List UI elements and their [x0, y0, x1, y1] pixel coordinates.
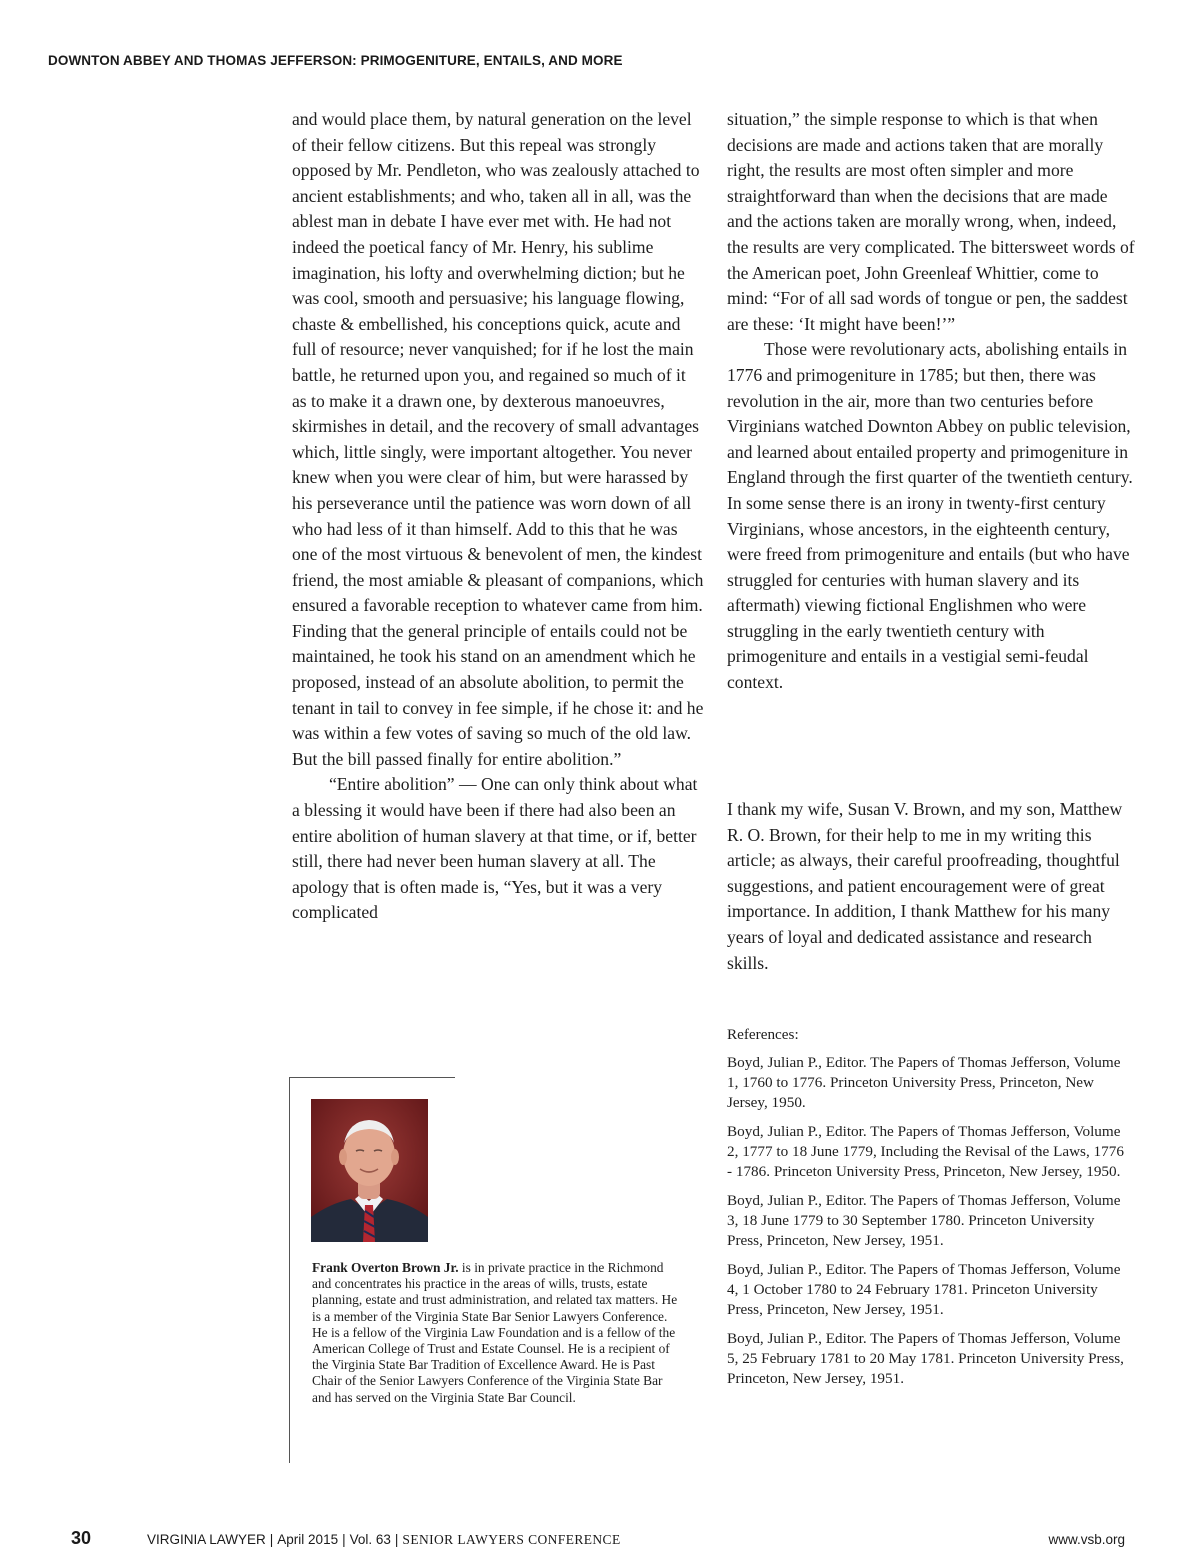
- volume: Vol. 63: [349, 1532, 391, 1547]
- publication-info: [147, 1532, 621, 1548]
- footer-separator: |: [394, 1532, 399, 1547]
- article-paragraph: and would place them, by natural generation on the level of their fellow citizens. But this repeal was strongly opposed by Mr. Pendleton, who was zealously attached to ancient establishments; and who, taken all in all, was the ablest man in debate I have ever met with. He had not indeed the poetical fancy of Mr. Henry, his sublime imagination, his lofty and overwhelming diction; but he was cool, smooth and persuasive; his language flowing, chaste & embellished, his conceptions quick, acute and full of resource; never vanquished; for if he lost the main battle, he returned upon you, and regained so much of it as to make it a drawn one, by dexterous manoeuvres, skirmishes in detail, and the recovery of small advantages which, little singly, were important altogether. You never knew when you were clear of him, but were harassed by his perseverance until the patience was worn down of all who had less of it than himself. Add to this that he was one of the most virtuous & benevolent of men, the kindest friend, the most amiable & pleasant of companions, which ensured a favorable reception to whatever came from him. Finding that the general principle of entails could not be maintained, he took his stand on an amendment which he proposed, instead of an absolute abolition, to permit the tenant in tail to convey in fee simple, if he chose it: and he was within a few votes of saving so much of the old law. But the bill passed finally for entire abolition.”: [292, 109, 704, 769]
- article-paragraph: “Entire abolition” — One can only think about what a blessing it would have been if there had also been an entire abolition of human slavery at that time, or if, better still, there had never been human slavery at all. The apology that is often made is, “Yes, but it was a very complicated: [292, 774, 698, 923]
- reference-item: Boyd, Julian P., Editor. The Papers of Thomas Jefferson, Volume 1, 1760 to 1776. Princeton University Press, Princeton, New Jersey, 1950.: [727, 1054, 1121, 1111]
- section-name: SENIOR LAWYERS CONFERENCE: [402, 1532, 621, 1547]
- article-left-column: [292, 107, 704, 926]
- author-photo: [311, 1099, 428, 1242]
- publication-name: VIRGINIA LAWYER: [147, 1532, 266, 1547]
- reference-item: Boyd, Julian P., Editor. The Papers of Thomas Jefferson, Volume 2, 1777 to 18 June 1779, Including the Revisal of the Laws, 1776 - 1786. Princeton University Press, Princeton, New Jersey, 1950.: [727, 1123, 1124, 1180]
- page-footer: [0, 1528, 1200, 1554]
- author-name: Frank Overton Brown Jr.: [312, 1260, 459, 1275]
- bio-divider: [290, 1077, 455, 1078]
- running-title: DOWNTON ABBEY AND THOMAS JEFFERSON: PRIMOGENITURE, ENTAILS, AND MORE: [48, 53, 623, 68]
- reference-item: Boyd, Julian P., Editor. The Papers of Thomas Jefferson, Volume 5, 25 February 1781 to 20 May 1781. Princeton University Press, Princeton, New Jersey, 1951.: [727, 1330, 1124, 1387]
- website-link[interactable]: www.vsb.org: [1048, 1532, 1125, 1547]
- references: [727, 1025, 1132, 1398]
- reference-item: Boyd, Julian P., Editor. The Papers of Thomas Jefferson, Volume 3, 18 June 1779 to 30 September 1780. Princeton University Press, Princeton, New Jersey, 1951.: [727, 1192, 1121, 1249]
- page-number: 30: [71, 1528, 92, 1548]
- author-bio: [312, 1260, 682, 1406]
- article-right-column: [727, 107, 1137, 696]
- footer-separator: |: [342, 1532, 346, 1547]
- reference-item: Boyd, Julian P., Editor. The Papers of Thomas Jefferson, Volume 4, 1 October 1780 to 24 February 1781. Princeton University Press, Princeton, New Jersey, 1951.: [727, 1261, 1121, 1318]
- references-heading: References:: [727, 1026, 799, 1043]
- footer-separator: |: [269, 1532, 274, 1547]
- article-paragraph: Those were revolutionary acts, abolishing entails in 1776 and primogeniture in 1785; but then, there was revolution in the air, more than two centuries before Virginians watched Downton Abbey on public television, and learned about entailed property and primogeniture in England through the first quarter of the twentieth century. In some sense there is an irony in twenty-first century Virginians, whose ancestors, in the eighteenth century, were freed from primogeniture and entails (but who have struggled for centuries with human slavery and its aftermath) viewing fictional Englishmen who were struggling in the early twentieth century with primogeniture and entails in a vestigial semi-feudal context.: [727, 339, 1133, 693]
- author-bio-box: [289, 1077, 690, 1463]
- article-paragraph: situation,” the simple response to which is that when decisions are made and actions taken that are morally right, the results are most often simpler and more straightforward than when the decisions that are made and the actions taken are morally wrong, when, indeed, the results are very complicated. The bittersweet words of the American poet, John Greenleaf Whittier, come to mind: “For of all sad words of tongue or pen, the saddest are these: ‘It might have been!’”: [727, 109, 1135, 334]
- issue-date: April 2015: [277, 1532, 339, 1547]
- author-bio-text: is in private practice in the Richmond and concentrates his practice in the areas of wills, trusts, estate planning, estate and trust administration, and related tax matters. He is a member of the Virginia State Bar Senior Lawyers Conference. He is a fellow of the Virginia Law Foundation and is a fellow of the American College of Trust and Estate Counsel. He is a recipient of the Virginia State Bar Tradition of Excellence Award. He is Past Chair of the Senior Lawyers Conference of the Virginia State Bar and has served on the Virginia State Bar Council.: [312, 1260, 678, 1405]
- acknowledgment: I thank my wife, Susan V. Brown, and my son, Matthew R. O. Brown, for their help to me in my writing this article; as always, their careful proofreading, thoughtful suggestions, and patient encouragement were of great importance. In addition, I thank Matthew for his many years of loyal and dedicated assistance and research skills.: [727, 799, 1123, 973]
